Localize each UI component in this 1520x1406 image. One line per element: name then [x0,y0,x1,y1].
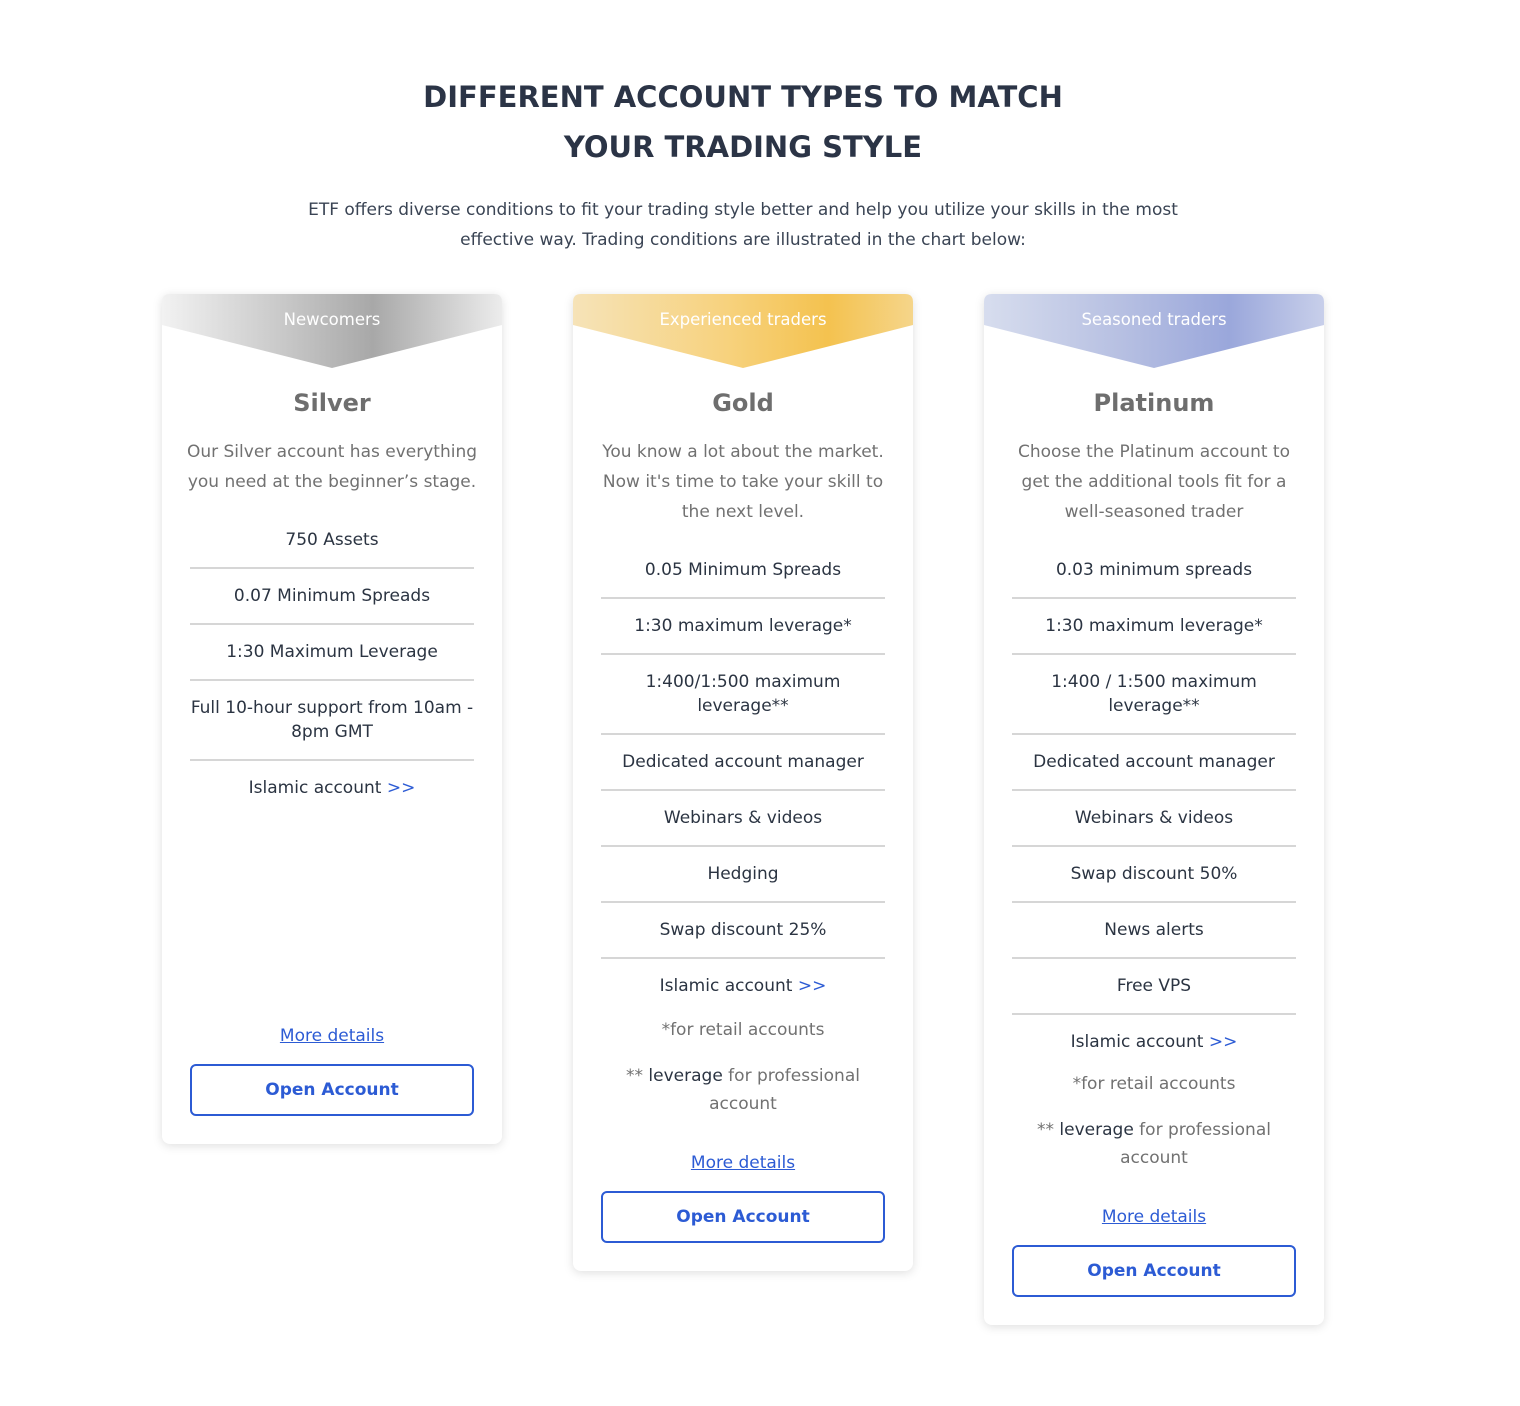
islamic-account-link[interactable]: >> [1208,1032,1238,1052]
feature-list [601,543,885,1013]
more-details-link[interactable]: More details [1101,1207,1207,1227]
section-title [0,72,1486,172]
feature-list [190,513,474,815]
feature-item: Free VPS [1012,959,1296,1015]
professional-note-keyword: leverage [648,1066,723,1086]
islamic-account-link[interactable]: >> [797,976,827,996]
plan-card-platinum [984,294,1324,1325]
plan-card-gold [573,294,913,1271]
feature-item: 1:400/1:500 maximum leverage** [601,655,885,735]
feature-item: 0.03 minimum spreads [1012,543,1296,599]
retail-note: *for retail accounts [661,1020,825,1040]
professional-note [601,1062,885,1118]
more-details-link[interactable]: More details [690,1153,796,1173]
section-title-line-1: DIFFERENT ACCOUNT TYPES TO MATCH [423,80,1063,114]
feature-item: Swap discount 50% [1012,847,1296,903]
plan-name: Silver [293,389,371,417]
retail-note: *for retail accounts [1072,1074,1236,1094]
feature-item: 750 Assets [190,513,474,569]
plan-banner-platinum [984,294,1324,368]
banner-label: Seasoned traders [1081,310,1227,329]
plan-banner-silver [162,294,502,368]
open-account-button[interactable]: Open Account [601,1191,885,1243]
islamic-account-item [601,959,885,1013]
islamic-account-link[interactable]: >> [386,778,416,798]
professional-note-prefix: ** [1037,1120,1060,1140]
plan-description: Choose the Platinum account to get the additional tools fit for a well-seasoned trader [1018,442,1290,522]
banner-label: Newcomers [283,310,381,329]
plan-name: Gold [712,389,774,417]
feature-item: 0.07 Minimum Spreads [190,569,474,625]
islamic-account-item [1012,1015,1296,1069]
islamic-account-item [190,761,474,815]
professional-note [1012,1116,1296,1172]
plan-card-silver [162,294,502,1144]
feature-item: News alerts [1012,903,1296,959]
section-subtitle: ETF offers diverse conditions to fit your trading style better and help you utilize your skills in the most effective way. Trading conditions are illustrated in the chart below: [308,200,1178,250]
plan-name: Platinum [1093,389,1215,417]
professional-note-prefix: ** [626,1066,649,1086]
plan-banner-gold [573,294,913,368]
feature-item: 1:30 maximum leverage* [1012,599,1296,655]
feature-item: 1:30 maximum leverage* [601,599,885,655]
feature-item: Full 10-hour support from 10am - 8pm GMT [190,681,474,761]
feature-item: Dedicated account manager [601,735,885,791]
feature-list [1012,543,1296,1069]
islamic-account-label: Islamic account [248,778,382,798]
section-title-line-2: YOUR TRADING STYLE [563,130,923,164]
feature-item: Dedicated account manager [1012,735,1296,791]
banner-label: Experienced traders [659,310,827,329]
islamic-account-label: Islamic account [659,976,793,996]
feature-item: 0.05 Minimum Spreads [601,543,885,599]
professional-note-suffix: for professional account [1120,1120,1271,1168]
professional-note-keyword: leverage [1059,1120,1134,1140]
professional-note-suffix: for professional account [709,1066,860,1114]
more-details-link[interactable]: More details [279,1026,385,1046]
feature-item: Webinars & videos [1012,791,1296,847]
open-account-button[interactable]: Open Account [190,1064,474,1116]
feature-item: Webinars & videos [601,791,885,847]
feature-item: 1:400 / 1:500 maximum leverage** [1012,655,1296,735]
feature-item: 1:30 Maximum Leverage [190,625,474,681]
open-account-button[interactable]: Open Account [1012,1245,1296,1297]
plan-description: You know a lot about the market. Now it's time to take your skill to the next level. [602,442,884,522]
islamic-account-label: Islamic account [1070,1032,1204,1052]
plan-description: Our Silver account has everything you need at the beginner’s stage. [186,442,478,492]
feature-item: Swap discount 25% [601,903,885,959]
feature-item: Hedging [601,847,885,903]
